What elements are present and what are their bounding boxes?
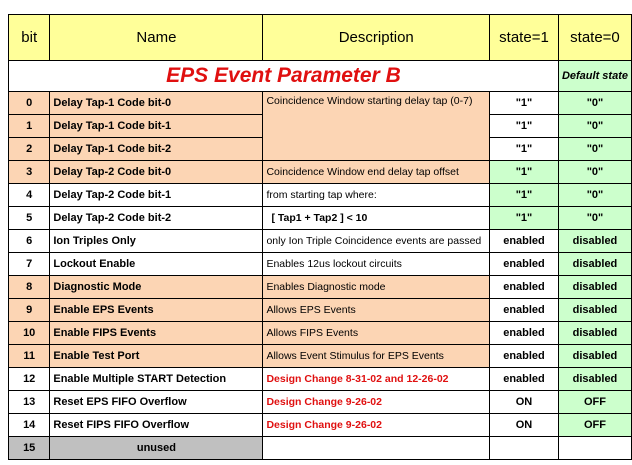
state1-cell: enabled xyxy=(490,253,559,276)
description-cell: Coincidence Window starting delay tap (0-7) xyxy=(263,92,490,161)
header-row xyxy=(9,15,632,61)
bit-cell: 14 xyxy=(9,414,50,437)
description-cell: Coincidence Window end delay tap offset xyxy=(263,161,490,184)
bit-cell: 2 xyxy=(9,138,50,161)
state1-cell: enabled xyxy=(490,368,559,391)
state0-cell: "0" xyxy=(558,184,631,207)
table-row xyxy=(9,391,632,414)
bit-cell: 13 xyxy=(9,391,50,414)
bit-cell: 4 xyxy=(9,184,50,207)
table-title-text: EPS Event Parameter B xyxy=(166,64,401,87)
description-cell: Design Change 9-26-02 xyxy=(263,391,490,414)
bit-cell: 5 xyxy=(9,207,50,230)
bit-cell: 3 xyxy=(9,161,50,184)
bit-cell: 9 xyxy=(9,299,50,322)
state1-cell: ON xyxy=(490,414,559,437)
state1-cell: "1" xyxy=(490,161,559,184)
name-cell: Delay Tap-2 Code bit-0 xyxy=(50,161,263,184)
description-cell: Enables 12us lockout circuits xyxy=(263,253,490,276)
description-cell: [ Tap1 + Tap2 ] < 10 xyxy=(263,207,490,230)
name-cell: Delay Tap-2 Code bit-1 xyxy=(50,184,263,207)
name-cell: Lockout Enable xyxy=(50,253,263,276)
description-cell: Allows EPS Events xyxy=(263,299,490,322)
bit-cell: 8 xyxy=(9,276,50,299)
state1-cell: ON xyxy=(490,391,559,414)
state0-cell: "0" xyxy=(558,92,631,115)
table-row xyxy=(9,253,632,276)
state1-cell: enabled xyxy=(490,345,559,368)
default-state-label: Default state xyxy=(558,61,631,92)
description-cell: only Ion Triple Coincidence events are passed xyxy=(263,230,490,253)
bit-cell: 0 xyxy=(9,92,50,115)
title-row xyxy=(9,61,632,92)
table-row xyxy=(9,414,632,437)
name-cell: Delay Tap-2 Code bit-2 xyxy=(50,207,263,230)
bit-cell: 6 xyxy=(9,230,50,253)
table-row xyxy=(9,345,632,368)
state0-cell: "0" xyxy=(558,115,631,138)
description-cell: Design Change 9-26-02 xyxy=(263,414,490,437)
bit-cell: 12 xyxy=(9,368,50,391)
table-row xyxy=(9,184,632,207)
header-state0: state=0 xyxy=(558,15,631,61)
description-cell: Design Change 8-31-02 and 12-26-02 xyxy=(263,368,490,391)
name-cell: Delay Tap-1 Code bit-1 xyxy=(50,115,263,138)
name-cell: Delay Tap-1 Code bit-0 xyxy=(50,92,263,115)
header-description: Description xyxy=(263,15,490,61)
state1-cell: enabled xyxy=(490,276,559,299)
state0-cell: disabled xyxy=(558,276,631,299)
state0-cell: disabled xyxy=(558,299,631,322)
table-row xyxy=(9,92,632,115)
state1-cell: "1" xyxy=(490,92,559,115)
name-cell: Diagnostic Mode xyxy=(50,276,263,299)
state1-cell: "1" xyxy=(490,115,559,138)
description-cell: Enables Diagnostic mode xyxy=(263,276,490,299)
name-cell: Reset FIPS FIFO Overflow xyxy=(50,414,263,437)
description-cell: from starting tap where: xyxy=(263,184,490,207)
state0-cell: "0" xyxy=(558,207,631,230)
state1-cell: "1" xyxy=(490,207,559,230)
bit-cell: 15 xyxy=(9,437,50,460)
name-cell: Enable FIPS Events xyxy=(50,322,263,345)
state1-cell: enabled xyxy=(490,299,559,322)
bit-cell: 11 xyxy=(9,345,50,368)
name-cell: Ion Triples Only xyxy=(50,230,263,253)
state0-cell: disabled xyxy=(558,253,631,276)
state0-cell: OFF xyxy=(558,414,631,437)
state1-cell: "1" xyxy=(490,138,559,161)
table-row xyxy=(9,368,632,391)
table-row xyxy=(9,230,632,253)
bit-cell: 1 xyxy=(9,115,50,138)
state1-cell: "1" xyxy=(490,184,559,207)
name-cell: Enable Test Port xyxy=(50,345,263,368)
state0-cell: disabled xyxy=(558,230,631,253)
table-row xyxy=(9,299,632,322)
name-cell: Enable Multiple START Detection xyxy=(50,368,263,391)
description-cell xyxy=(263,437,490,460)
state0-cell: "0" xyxy=(558,161,631,184)
name-cell: Enable EPS Events xyxy=(50,299,263,322)
name-cell: Reset EPS FIFO Overflow xyxy=(50,391,263,414)
header-name: Name xyxy=(50,15,263,61)
table-title xyxy=(9,61,559,92)
table-row xyxy=(9,322,632,345)
table-row xyxy=(9,437,632,460)
header-state1: state=1 xyxy=(490,15,559,61)
table-row xyxy=(9,161,632,184)
state1-cell xyxy=(490,437,559,460)
parameter-table xyxy=(8,14,632,460)
bit-cell: 7 xyxy=(9,253,50,276)
state1-cell: enabled xyxy=(490,322,559,345)
name-cell: unused xyxy=(50,437,263,460)
state1-cell: enabled xyxy=(490,230,559,253)
bit-cell: 10 xyxy=(9,322,50,345)
state0-cell xyxy=(558,437,631,460)
state0-cell: "0" xyxy=(558,138,631,161)
description-cell: Allows FIPS Events xyxy=(263,322,490,345)
table-row xyxy=(9,207,632,230)
state0-cell: disabled xyxy=(558,345,631,368)
state0-cell: OFF xyxy=(558,391,631,414)
state0-cell: disabled xyxy=(558,368,631,391)
name-cell: Delay Tap-1 Code bit-2 xyxy=(50,138,263,161)
description-cell: Allows Event Stimulus for EPS Events xyxy=(263,345,490,368)
state0-cell: disabled xyxy=(558,322,631,345)
header-bit: bit xyxy=(9,15,50,61)
table-row xyxy=(9,276,632,299)
